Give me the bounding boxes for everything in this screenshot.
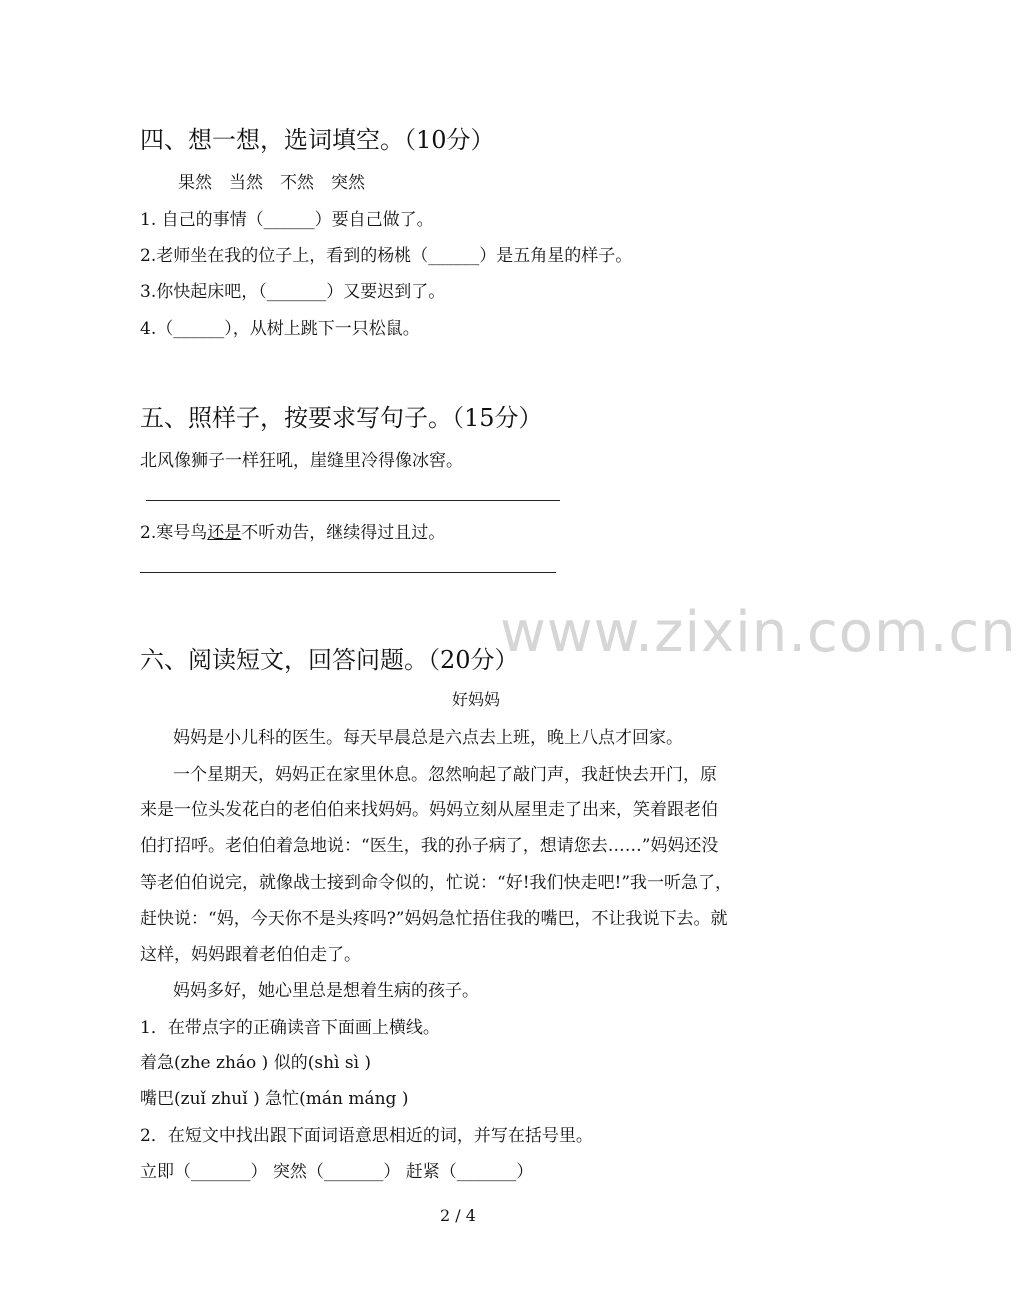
section4-title: 四、想一想，选词填空。（10分） — [140, 126, 495, 154]
answer-line-2[interactable] — [140, 572, 556, 573]
story-line-5: 等老伯伯说完，就像战士接到命令似的，忙说：“好!我们快走吧!”我一听急了， — [140, 873, 733, 893]
section5-example: 北风像狮子一样狂吼，崖缝里冷得像冰窖。 — [140, 451, 463, 471]
item2-suffix: 不听劝告，继续得过且过。 — [241, 523, 446, 543]
section4-item-1: 1. 自己的事情（______）要自己做了。 — [140, 210, 434, 230]
question-2: 2．在短文中找出跟下面词语意思相近的词，并写在括号里。 — [140, 1126, 593, 1146]
watermark: www.zixin.com.cn — [500, 600, 1017, 665]
story-line-4: 伯打招呼。老伯伯着急地说：“医生，我的孙子病了，想请您去……”妈妈还没 — [140, 836, 719, 856]
story-line-6: 赶快说：“妈，今天你不是头疼吗?”妈妈急忙捂住我的嘴巴，不让我说下去。就 — [140, 909, 728, 929]
story-line-1: 妈妈是小儿科的医生。每天早晨总是六点去上班，晚上八点才回家。 — [173, 728, 683, 748]
section6-title: 六、阅读短文，回答问题。（20分） — [140, 646, 519, 674]
item2-prefix: 2.寒号鸟 — [140, 523, 208, 543]
story-title: 好妈妈 — [452, 690, 501, 709]
section5-title: 五、照样子，按要求写句子。（15分） — [140, 404, 543, 432]
story-line-2: 一个星期天，妈妈正在家里休息。忽然响起了敲门声，我赶快去开门，原 — [173, 765, 717, 785]
story-line-8: 妈妈多好，她心里总是想着生病的孩子。 — [173, 981, 479, 1001]
question-2-words: 立即（_______） 突然（_______） 赶紧（_______） — [140, 1162, 534, 1182]
section4-options: 果然 当然 不然 突然 — [178, 173, 365, 193]
question-1-line-2: 嘴巴(zuǐ zhuǐ ) 急忙(mán máng ) — [140, 1089, 409, 1109]
section4-item-3: 3.你快起床吧，（_______）又要迟到了。 — [140, 282, 446, 302]
section5-item-2 — [140, 518, 445, 543]
story-line-7: 这样，妈妈跟着老伯伯走了。 — [140, 945, 361, 965]
question-1-line-1: 着急(zhe zháo ) 似的(shì sì ) — [140, 1053, 372, 1073]
page-number: 2 / 4 — [440, 1206, 476, 1225]
item2-underlined-word: 还是 — [207, 523, 242, 543]
story-line-3: 来是一位头发花白的老伯伯来找妈妈。妈妈立刻从屋里走了出来，笑着跟老伯 — [140, 800, 718, 820]
section4-item-2: 2.老师坐在我的位子上，看到的杨桃（______）是五角星的样子。 — [140, 246, 633, 266]
question-1: 1．在带点字的正确读音下面画上横线。 — [140, 1018, 440, 1038]
section4-item-4: 4.（______），从树上跳下一只松鼠。 — [140, 319, 420, 339]
answer-line-1[interactable] — [146, 500, 560, 501]
